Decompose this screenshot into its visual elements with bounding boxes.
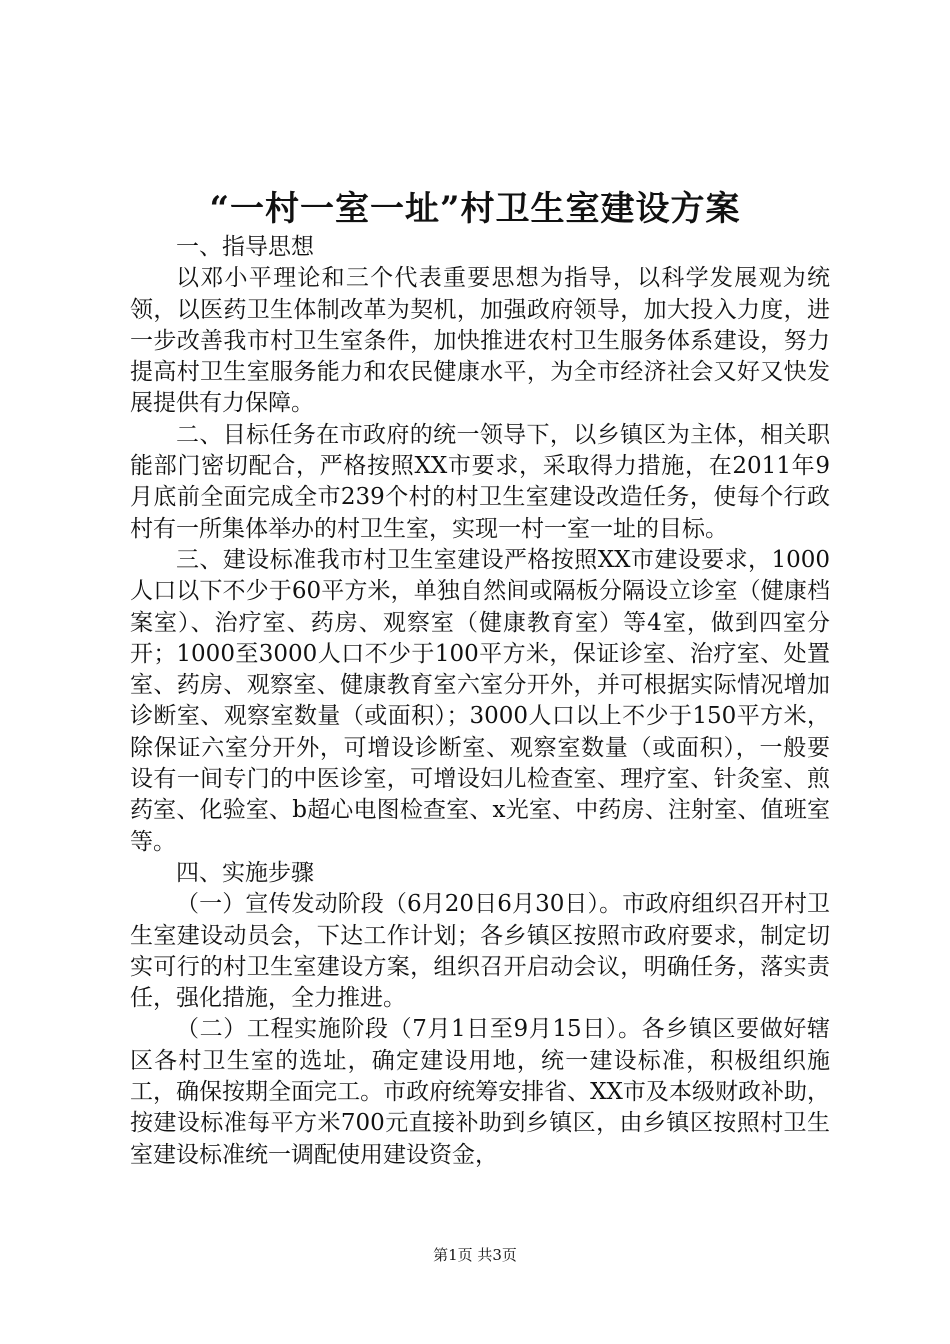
paragraph-publicity-phase: （一）宣传发动阶段（6月20日6月30日）。市政府组织召开村卫生室建设动员会，下达工作计划；各乡镇区按照市政府要求，制定切实可行的村卫生室建设方案，组织召开启动会议，明确任务，落实责任，强化措施，全力推进。 (130, 891, 830, 1012)
section-heading-guiding-ideology: 一、指导思想 (176, 234, 314, 260)
paragraph-goals-tasks: 二、目标任务在市政府的统一领导下，以乡镇区为主体，相关职能部门密切配合，严格按照XX市要求，采取得力措施，在2011年9月底前全面完成全市239个村的村卫生室建设改造任务，使每个行政村有一所集体举办的村卫生室，实现一村一室一址的目标。 (130, 421, 830, 542)
page-footer: 第1页 共3页 (433, 1246, 517, 1264)
section-heading-implementation-steps: 四、实施步骤 (176, 859, 314, 886)
paragraph-guiding-ideology: 以邓小平理论和三个代表重要思想为指导，以科学发展观为统领，以医药卫生体制改革为契机，加强政府领导，加大投入力度，进一步改善我市村卫生室条件，加快推进农村卫生服务体系建设，努力提高村卫生室服务能力和农民健康水平，为全市经济社会又好又快发展提供有力保障。 (130, 265, 830, 417)
paragraph-construction-standards: 三、建设标准我市村卫生室建设严格按照XX市建设要求，1000人口以下不少于60平方米，单独自然间或隔板分隔设立诊室（健康档案室）、治疗室、药房、观察室（健康教育室）等4室，做到四室分开；1000至3000人口不少于100平方米，保证诊室、治疗室、处置室、药房、观察室、健康教育室六室分开外，并可根据实际情况增加诊断室、观察室数量（或面积）；3000人口以上不少于150平方米，除保证六室分开外，可增设诊断室、观察室数量（或面积），一般要设有一间专门的中医诊室，可增设妇儿检查室、理疗室、针灸室、煎药室、化验室、b超心电图检查室、x光室、中药房、注射室、值班室等。 (130, 546, 830, 855)
paragraph-construction-phase: （二）工程实施阶段（7月1日至9月15日）。各乡镇区要做好辖区各村卫生室的选址，确定建设用地，统一建设标准，积极组织施工，确保按期全面完工。市政府统筹安排省、XX市及本级财政补助，按建设标准每平方米700元直接补助到乡镇区，由乡镇区按照村卫生室建设标准统一调配使用建设资金， (130, 1016, 830, 1168)
document-title: “一村一室一址”村卫生室建设方案 (209, 189, 741, 229)
document-body (130, 232, 830, 1171)
